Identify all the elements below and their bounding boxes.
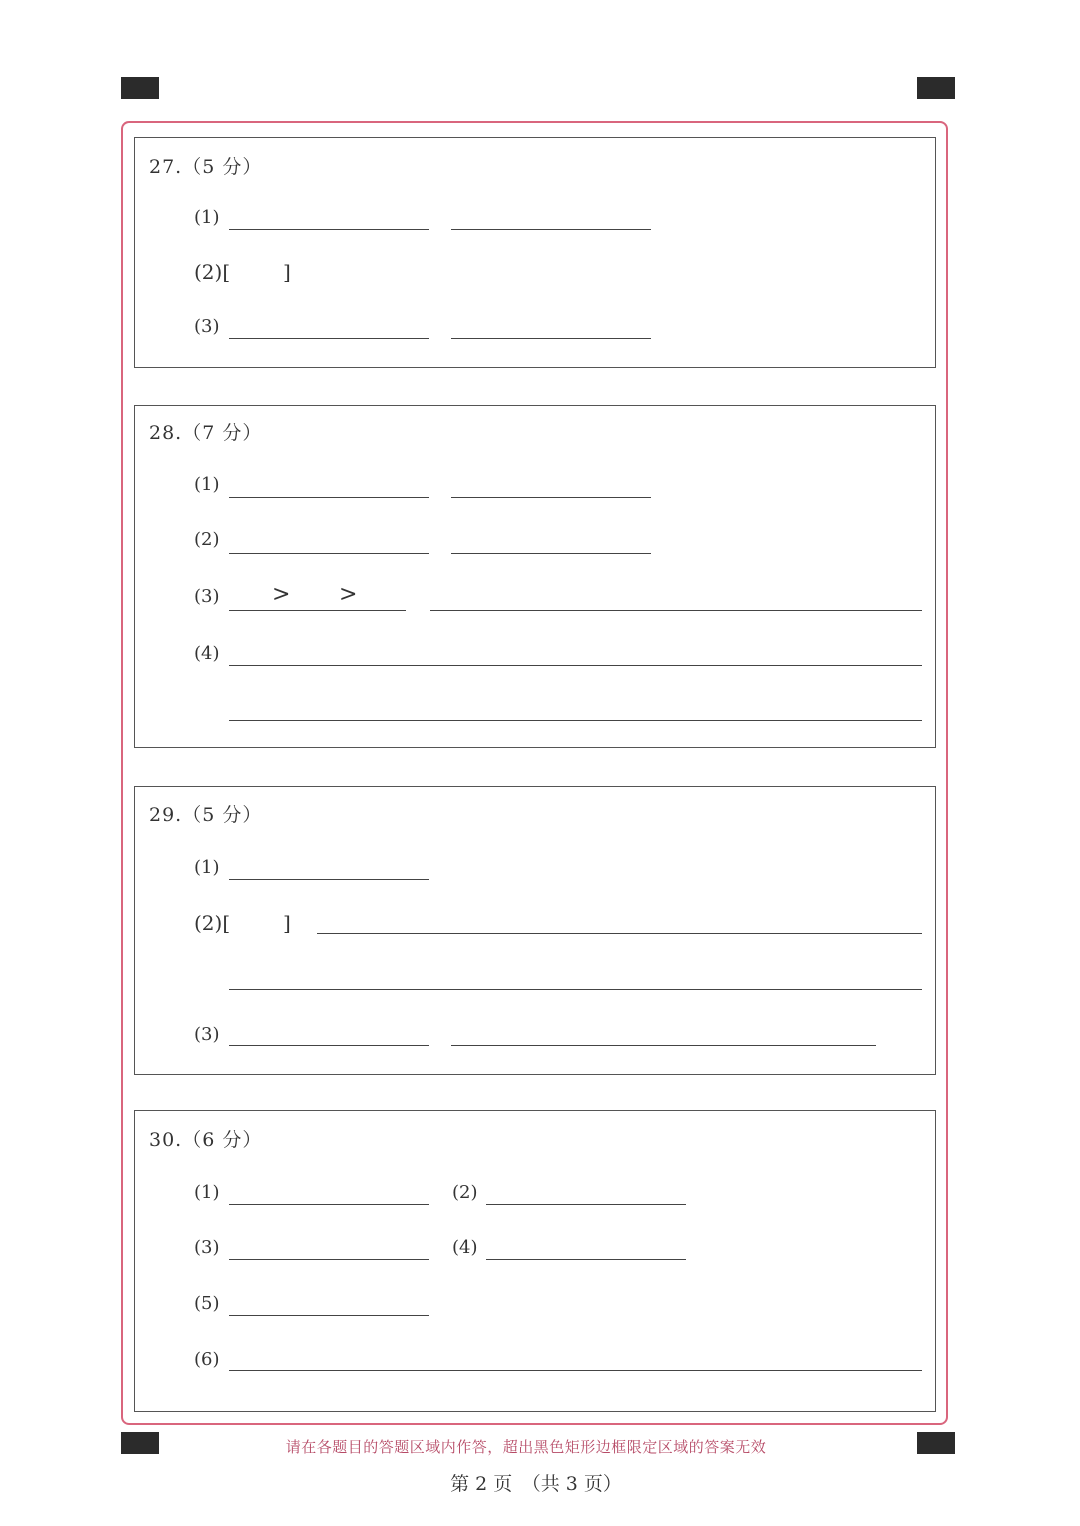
q30-part-2-label: (2) xyxy=(452,1182,478,1203)
q28-part-1-answer-line-a[interactable] xyxy=(229,497,429,498)
q30-part-3-label: (3) xyxy=(194,1237,220,1258)
q28-part-4-label: (4) xyxy=(194,643,220,664)
q30-part-6-answer-line[interactable] xyxy=(229,1370,922,1371)
question-29-box xyxy=(134,786,936,1075)
q28-greater-than-sign-2: > xyxy=(339,582,358,607)
question-30-heading: 30.（6 分） xyxy=(149,1129,263,1151)
q29-part-2-choice-box[interactable] xyxy=(239,911,279,935)
q27-part-1-answer-line-a[interactable] xyxy=(229,229,429,230)
question-29-heading: 29.（5 分） xyxy=(149,804,263,826)
q30-part-3-answer-line[interactable] xyxy=(229,1259,429,1260)
q30-part-5-answer-line[interactable] xyxy=(229,1315,429,1316)
q28-part-2-answer-line-b[interactable] xyxy=(451,553,651,554)
q27-part-3-answer-line-a[interactable] xyxy=(229,338,429,339)
question-28-heading: 28.（7 分） xyxy=(149,422,263,444)
q29-part-1-answer-line[interactable] xyxy=(229,879,429,880)
q30-part-1-answer-line[interactable] xyxy=(229,1204,429,1205)
q29-part-3-label: (3) xyxy=(194,1024,220,1045)
q28-part-4-answer-line-1[interactable] xyxy=(229,665,922,666)
q27-part-2-label: (2)[ xyxy=(194,260,231,284)
q29-part-1-label: (1) xyxy=(194,857,220,878)
q28-part-1-label: (1) xyxy=(194,474,220,495)
q28-part-3-label: (3) xyxy=(194,586,220,607)
question-27-box xyxy=(134,137,936,368)
q27-part-2-bracket-close: ] xyxy=(283,260,291,284)
q30-part-4-answer-line[interactable] xyxy=(486,1259,686,1260)
q30-part-2-answer-line[interactable] xyxy=(486,1204,686,1205)
alignment-mark-top-left xyxy=(121,77,159,99)
q29-part-2-bracket-close: ] xyxy=(283,911,291,935)
q27-part-1-label: (1) xyxy=(194,207,220,228)
q28-part-2-answer-line-a[interactable] xyxy=(229,553,429,554)
question-30-box xyxy=(134,1110,936,1412)
q28-greater-than-sign-1: > xyxy=(272,582,291,607)
q30-part-4-label: (4) xyxy=(452,1237,478,1258)
answer-area-notice: 请在各题目的答题区域内作答，超出黑色矩形边框限定区域的答案无效 xyxy=(285,1438,767,1456)
q28-part-1-answer-line-b[interactable] xyxy=(451,497,651,498)
q30-part-1-label: (1) xyxy=(194,1182,220,1203)
alignment-mark-top-right xyxy=(917,77,955,99)
q30-part-5-label: (5) xyxy=(194,1293,220,1314)
question-27-heading: 27.（5 分） xyxy=(149,156,263,178)
q29-part-3-answer-line-a[interactable] xyxy=(229,1045,429,1046)
q27-part-3-label: (3) xyxy=(194,316,220,337)
q30-part-6-label: (6) xyxy=(194,1349,220,1370)
q27-part-3-answer-line-b[interactable] xyxy=(451,338,651,339)
page-number: 第 2 页 （共 3 页） xyxy=(450,1473,622,1495)
q29-part-2-answer-line-2[interactable] xyxy=(229,989,922,990)
question-28-box xyxy=(134,405,936,748)
q27-part-2-choice-box[interactable] xyxy=(239,260,279,284)
q29-part-2-answer-line-1[interactable] xyxy=(317,933,922,934)
q27-part-1-answer-line-b[interactable] xyxy=(451,229,651,230)
q28-part-3-answer-line[interactable] xyxy=(430,610,922,611)
q29-part-2-label: (2)[ xyxy=(194,911,231,935)
q29-part-3-answer-line-b[interactable] xyxy=(451,1045,876,1046)
q28-part-2-label: (2) xyxy=(194,529,220,550)
q28-part-4-answer-line-2[interactable] xyxy=(229,720,922,721)
q28-part-3-ordering-line[interactable] xyxy=(229,610,406,611)
